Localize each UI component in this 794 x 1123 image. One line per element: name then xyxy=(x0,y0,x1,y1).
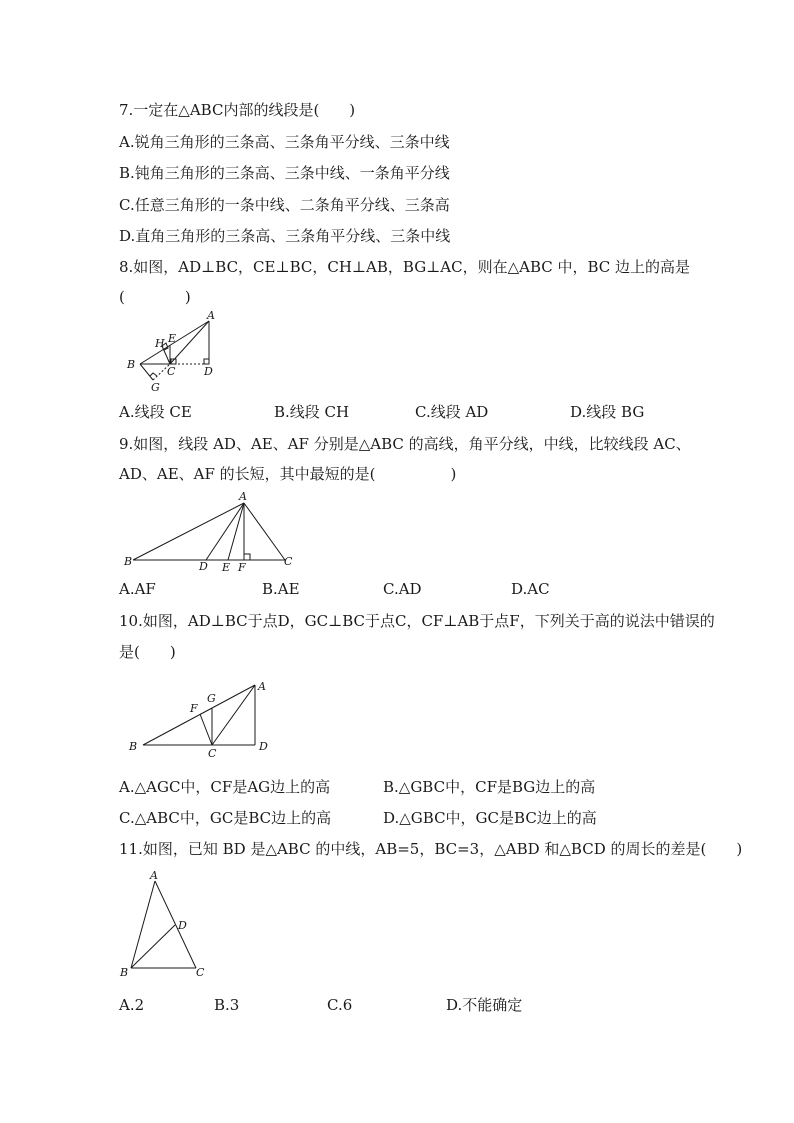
q7-option-b: B.钝角三角形的三条高、三条中线、一条角平分线 xyxy=(119,164,450,182)
q9-segment-ab xyxy=(133,503,244,560)
q11-label-c: C xyxy=(196,966,205,979)
q9-label-b: B xyxy=(124,555,133,568)
q8-segment-bg xyxy=(140,364,153,380)
q10-option-d: D.△GBC中，GC是BC边上的高 xyxy=(383,809,597,827)
q8-option-c: C.线段 AD xyxy=(415,403,489,421)
q9-label-d: D xyxy=(199,560,208,573)
q7-option-a: A.锐角三角形的三条高、三条角平分线、三条中线 xyxy=(119,133,450,151)
q11-segment-bd xyxy=(131,925,175,968)
q9-stem: 9.如图，线段 AD、AE、AF 分别是△ABC 的高线，角平分线，中线，比较线段 AC、 xyxy=(119,435,691,453)
q10-label-d: D xyxy=(259,740,268,753)
q11-label-a: A xyxy=(150,869,158,882)
q9-segment-ad xyxy=(206,503,244,560)
q10-segment-ca xyxy=(212,685,255,745)
q8-option-d: D.线段 BG xyxy=(570,403,645,421)
q8-stem-blank: ( ) xyxy=(119,288,191,306)
q11-option-c: C.6 xyxy=(327,996,353,1014)
q10-figure xyxy=(120,670,280,760)
q8-label-g: G xyxy=(151,381,160,394)
q8-label-c: C xyxy=(167,365,176,378)
q8-option-a: A.线段 CE xyxy=(119,403,192,421)
q10-segment-ba xyxy=(143,685,255,745)
q9-figure xyxy=(120,490,300,574)
q11-figure xyxy=(118,868,218,983)
q9-right-angle-f xyxy=(244,554,250,560)
q9-stem-cont: AD、AE、AF 的长短，其中最短的是( ) xyxy=(119,465,457,483)
q7-option-d: D.直角三角形的三条高、三条角平分线、三条中线 xyxy=(119,227,451,245)
q11-label-b: B xyxy=(120,966,129,979)
q8-stem: 8.如图，AD⊥BC，CE⊥BC，CH⊥AB，BG⊥AC，则在△ABC 中，BC 边上的高是 xyxy=(119,258,691,276)
q11-option-a: A.2 xyxy=(119,996,145,1014)
q9-segment-ac xyxy=(244,503,285,560)
q11-label-d: D xyxy=(178,919,187,932)
q8-figure xyxy=(120,309,230,396)
q10-segment-cf xyxy=(200,714,212,745)
q8-option-b: B.线段 CH xyxy=(274,403,350,421)
q9-label-f: F xyxy=(238,561,246,574)
q11-segment-ac xyxy=(155,881,196,968)
q11-segment-ab xyxy=(131,881,155,968)
q11-option-d: D.不能确定 xyxy=(446,996,523,1014)
q10-option-a: A.△AGC中，CF是AG边上的高 xyxy=(119,778,331,796)
q10-option-b: B.△GBC中，CF是BG边上的高 xyxy=(383,778,596,796)
q10-stem-cont: 是( ) xyxy=(119,643,176,661)
q9-option-c: C.AD xyxy=(383,580,422,598)
q7-option-c: C.任意三角形的一条中线、二条角平分线、三条高 xyxy=(119,196,450,214)
q9-segment-ae xyxy=(228,503,244,560)
q10-label-f: F xyxy=(190,702,198,715)
q10-stem: 10.如图，AD⊥BC于点D，GC⊥BC于点C，CF⊥AB于点F，下列关于高的说法中错误的 xyxy=(119,612,715,630)
q8-label-h: H xyxy=(155,337,165,350)
q8-right-angle-d xyxy=(204,359,209,364)
q10-label-c: C xyxy=(208,747,217,760)
q9-label-c: C xyxy=(284,555,293,568)
q9-option-d: D.AC xyxy=(511,580,550,598)
q9-option-a: A.AF xyxy=(119,580,156,598)
q10-label-a: A xyxy=(258,680,266,693)
q9-option-b: B.AE xyxy=(262,580,300,598)
q8-right-angle-g xyxy=(150,373,157,376)
q8-label-b: B xyxy=(127,358,136,371)
q10-option-c: C.△ABC中，GC是BC边上的高 xyxy=(119,809,332,827)
q8-label-d: D xyxy=(204,365,213,378)
q10-label-g: G xyxy=(207,692,216,705)
q8-label-e: E xyxy=(168,332,177,345)
q9-label-a: A xyxy=(239,490,247,503)
q11-option-b: B.3 xyxy=(214,996,240,1014)
q11-stem: 11.如图，已知 BD 是△ABC 的中线，AB=5，BC=3，△ABD 和△BCD 的周长的差是( ) xyxy=(119,840,743,858)
q7-stem: 7.一定在△ABC内部的线段是( ) xyxy=(119,101,356,119)
q9-label-e: E xyxy=(222,561,231,574)
q10-label-b: B xyxy=(129,740,138,753)
q8-label-a: A xyxy=(207,309,215,322)
